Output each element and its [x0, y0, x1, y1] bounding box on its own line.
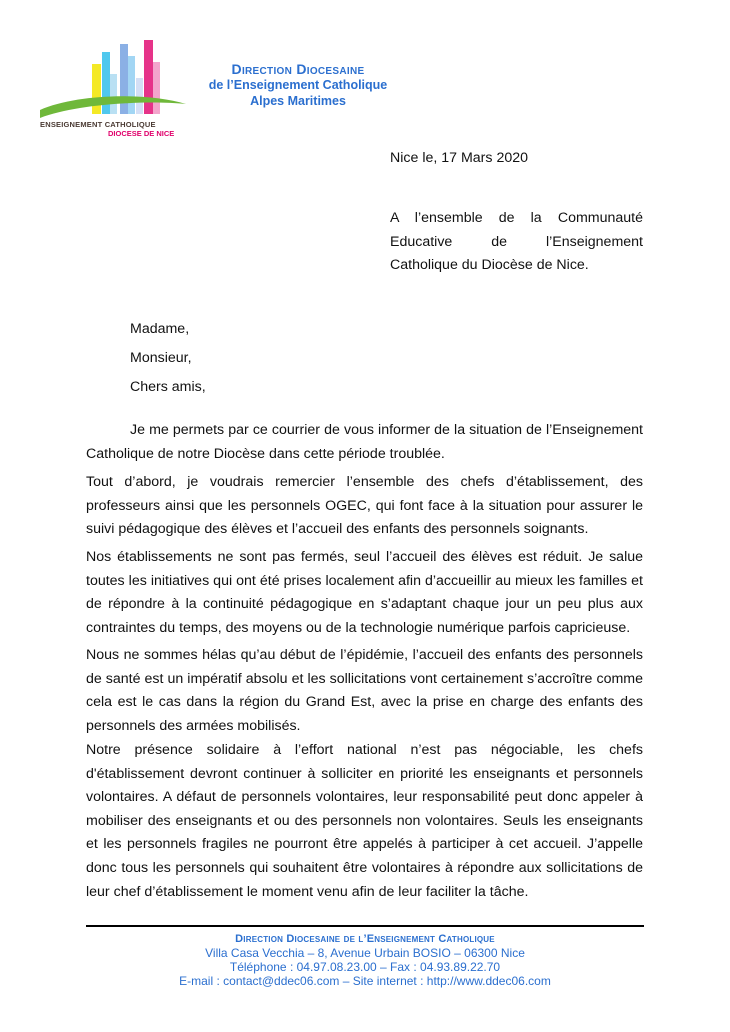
org-subtitle: de l’Enseignement Catholique: [208, 78, 388, 92]
footer-phone: Téléphone : 04.97.08.23.00 – Fax : 04.93.89.22.70: [229, 960, 501, 974]
salutation-chers-amis: Chers amis,: [130, 379, 206, 395]
letter-date: Nice le, 17 Mars 2020: [390, 150, 529, 166]
paragraph-3: Nos établissements ne sont pas fermés, seul l’accueil des élèves est réduit. Je salue toutes les initiatives qui ont été prises localement afin d’accueillir au mieux les familles et de répondre à la continuité pédagogique en s’adaptant chaque jour un peu plus aux contraintes du temps, des moyens ou de la technologie numérique parfois capricieuse.: [86, 549, 643, 636]
logo-line-1: ENSEIGNEMENT CATHOLIQUE: [40, 120, 156, 129]
organization-header: [190, 61, 406, 109]
letter-recipient: A l’ensemble de la Communauté Educative de l’Enseignement Catholique du Diocèse de Nice.: [390, 210, 643, 274]
footer-address: Villa Casa Vecchia – 8, Avenue Urbain BOSIO – 06300 Nice: [205, 946, 525, 960]
org-region: Alpes Maritimes: [250, 94, 346, 108]
paragraph-4: Nous ne sommes hélas qu’au début de l’épidémie, l’accueil des enfants des personnels de santé est un impératif absolu et les sollicitations vont certainement s’accroître comme cela est le cas dans la région du Grand Est, avec la prise en charge des enfants des personnels des armées mobilisés.: [86, 647, 643, 734]
footer-web: E-mail : contact@ddec06.com – Site internet : http://www.ddec06.com: [179, 974, 551, 988]
paragraph-2: Tout d’abord, je voudrais remercier l’ensemble des chefs d’établissement, des professeurs ainsi que les personnels OGEC, qui font face à la situation pour assurer le suivi pédagogique des élèves et l’accueil des enfants des personnels soignants.: [86, 474, 643, 538]
salutation-madame: Madame,: [130, 321, 190, 337]
salutation-monsieur: Monsieur,: [130, 350, 192, 366]
footer-divider: [86, 925, 644, 927]
logo-line-2: DIOCESE DE NICE: [108, 129, 175, 138]
footer-org: Direction Diocesaine de l’Enseignement Catholique: [235, 933, 495, 945]
footer: [86, 932, 644, 988]
logo-text: [40, 120, 200, 138]
paragraph-1: Je me permets par ce courrier de vous informer de la situation de l’Enseignement Catholique de notre Diocèse dans cette période troublée.: [86, 422, 643, 462]
paragraph-5: Notre présence solidaire à l’effort national n’est pas négociable, les chefs d'établissement devront continuer à solliciter en priorité les enseignants et personnels volontaires. A défaut de personnels volontaires, leur responsabilité peut donc appeler à mobiliser des enseignants et ou des personnels non volontaires. Seuls les enseignants et les personnels fragiles ne pourront être appelés à participer à cet accueil. J’appelle donc tous les personnels qui souhaitent être volontaires à répondre aux sollicitations de leur chef d’établissement le moment venu afin de leur faciliter la tâche.: [86, 742, 643, 900]
org-title: Direction Diocesaine: [231, 61, 365, 77]
